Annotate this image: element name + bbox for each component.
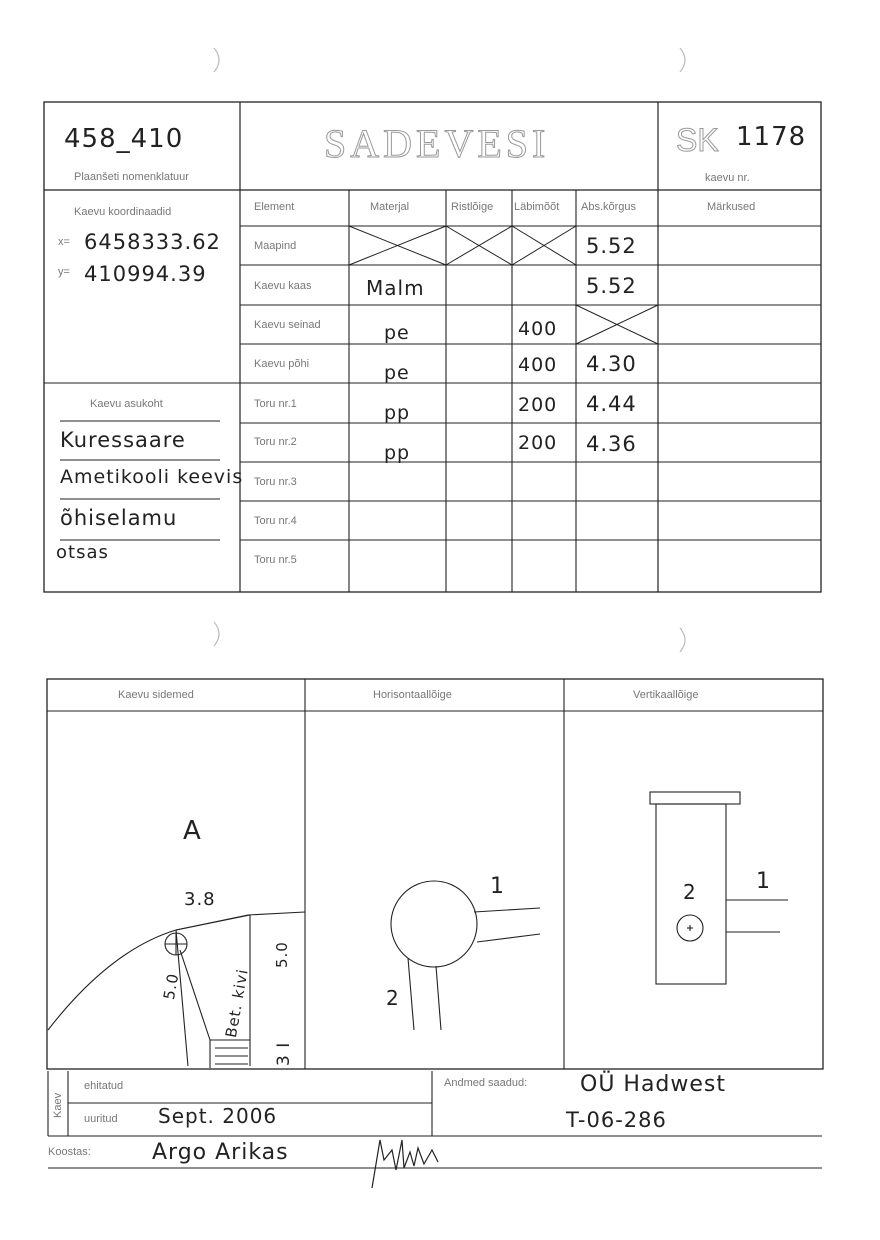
table-header: Abs.kõrgus xyxy=(581,201,637,213)
ties-distance-top: 3.8 xyxy=(184,889,216,910)
row-material: pe xyxy=(384,322,410,344)
row-material: pe xyxy=(384,362,410,384)
ties-distance-right: 5.0 xyxy=(273,941,291,968)
panel-vertical-title: Vertikaallõige xyxy=(633,689,699,701)
horizontal-pipe-2: 2 xyxy=(386,986,400,1010)
row-material: pp xyxy=(384,442,411,464)
row-element: Toru nr.1 xyxy=(254,398,297,410)
row-elevation: 4.36 xyxy=(586,432,637,456)
y-coordinate: 410994.39 xyxy=(84,262,207,286)
location-line: Ametikooli keevis xyxy=(60,466,244,488)
row-diameter: 400 xyxy=(518,318,558,340)
ties-distance-left: 5.0 xyxy=(160,971,183,1002)
row-element: Maapind xyxy=(254,240,297,252)
well-label: kaevu nr. xyxy=(705,172,750,184)
row-element: Kaevu seinad xyxy=(254,319,321,331)
punch-mark xyxy=(214,622,219,646)
row-element: Kaevu põhi xyxy=(254,358,310,370)
location-line: õhiselamu xyxy=(60,506,178,530)
measured-value: Sept. 2006 xyxy=(158,1104,278,1128)
table-header: Element xyxy=(254,201,295,213)
location-line: otsas xyxy=(56,542,109,563)
ties-label-a: A xyxy=(183,816,202,846)
row-element: Toru nr.5 xyxy=(254,554,297,566)
punch-mark xyxy=(680,628,685,652)
row-elevation: 4.44 xyxy=(586,392,637,416)
nomenclature-label: Plaanšeti nomenklatuur xyxy=(74,171,189,183)
row-elevation: 5.52 xyxy=(586,234,637,258)
measured-label: uuritud xyxy=(84,1113,118,1125)
data-source-company: OÜ Hadwest xyxy=(580,1072,727,1097)
row-diameter: 200 xyxy=(518,394,558,416)
location-line: Kuressaare xyxy=(60,428,186,452)
page-title: SADEVESI xyxy=(324,121,550,166)
row-element: Toru nr.4 xyxy=(254,515,297,527)
horizontal-section-sketch xyxy=(391,881,540,1030)
row-diameter: 400 xyxy=(518,354,558,376)
table-header: Materjal xyxy=(370,201,410,213)
x-prefix: x= xyxy=(58,236,70,248)
author-value: Argo Arikas xyxy=(152,1140,289,1165)
data-source-label: Andmed saadud: xyxy=(444,1077,528,1089)
author-label: Koostas: xyxy=(48,1146,91,1158)
row-material: pp xyxy=(384,402,411,424)
table-header: Läbimõõt xyxy=(514,201,560,213)
row-elevation: 5.52 xyxy=(586,274,637,298)
punch-mark xyxy=(214,48,219,72)
well-number: 1178 xyxy=(736,122,807,152)
x-coordinate: 6458333.62 xyxy=(84,230,221,254)
surveyed-label: ehitatud xyxy=(84,1080,124,1092)
vertical-pipe-2: 2 xyxy=(683,880,697,904)
panel-ties-title: Kaevu sidemed xyxy=(118,689,194,701)
signature-scribble xyxy=(372,1140,438,1188)
row-diameter: 200 xyxy=(518,432,558,454)
table-header: Ristlõige xyxy=(451,201,494,213)
data-source-ref: T-06-286 xyxy=(566,1108,667,1132)
horizontal-pipe-1: 1 xyxy=(490,874,505,899)
ties-building-label: 3 I xyxy=(274,1041,294,1066)
ties-curb-label: Bet. kivi xyxy=(222,967,252,1040)
row-elevation: 4.30 xyxy=(586,352,637,376)
punch-mark xyxy=(680,48,685,72)
row-element: Kaevu kaas xyxy=(254,280,312,292)
well-prefix: SK xyxy=(676,122,719,158)
panel-horizontal-title: Horisontaallõige xyxy=(373,689,452,701)
footer-side-label: Kaev xyxy=(52,1092,64,1118)
location-label: Kaevu asukoht xyxy=(90,398,163,410)
y-prefix: y= xyxy=(58,266,70,278)
coordinates-label: Kaevu koordinaadid xyxy=(74,206,172,218)
row-element: Toru nr.3 xyxy=(254,476,297,488)
row-element: Toru nr.2 xyxy=(254,436,297,448)
nomenclature-value: 458_410 xyxy=(64,124,184,154)
table-header: Märkused xyxy=(707,201,756,213)
row-material: Malm xyxy=(366,276,425,300)
vertical-pipe-1: 1 xyxy=(756,869,771,894)
